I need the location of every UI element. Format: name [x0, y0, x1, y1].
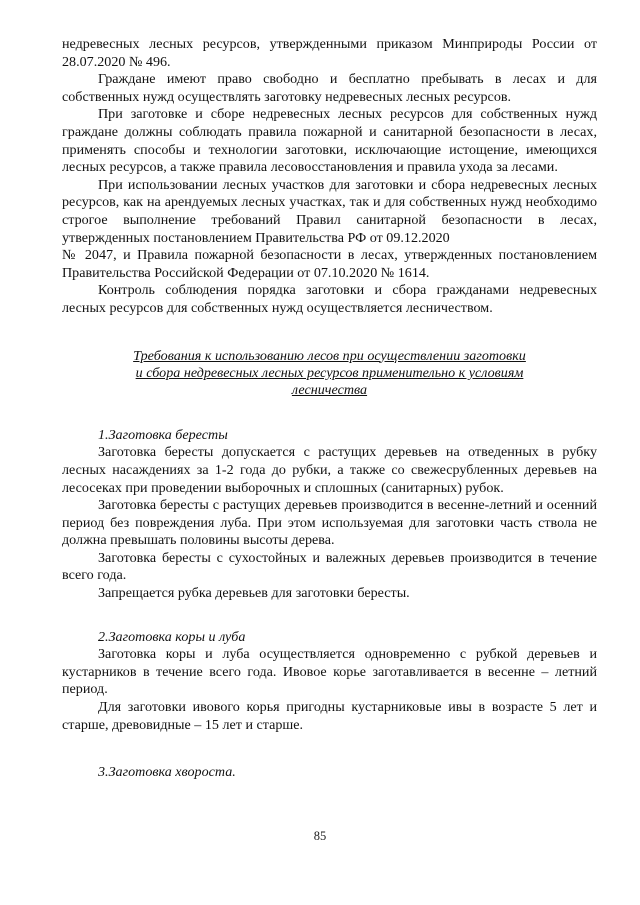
paragraph-intro-continuation: недревесных лесных ресурсов, утвержденными приказом Минприроды России от 28.07.2020 № 496.: [62, 36, 597, 70]
paragraph-harvest-rules: При заготовке и сборе недревесных лесных ресурсов для собственных нужд граждане должны соблюдать правила пожарной и санитарной безопасности в лесах, применять способы и технологии заготовки, исключающие истощение, имеющихся лесных ресурсов, а также правила лесовосстановления и правила ухода за лесами.: [62, 106, 597, 176]
paragraph-birch-bark-4: Запрещается рубка деревьев для заготовки бересты.: [98, 585, 410, 602]
paragraph-bark-bast-1: Заготовка коры и луба осуществляется одновременно с рубкой деревьев и кустарников в течение всего года. Ивовое корье заготавливается в весенне – летний период.: [62, 646, 597, 698]
paragraph-citizens-rights: Граждане имеют право свободно и бесплатно пребывать в лесах и для собственных нужд осуществлять заготовку недревесных лесных ресурсов.: [62, 71, 597, 105]
paragraph-control: Контроль соблюдения порядка заготовки и сбора гражданами недревесных лесных ресурсов для собственных нужд осуществляется лесничеством.: [62, 282, 597, 316]
section-heading-line-3: лесничества: [291, 382, 368, 399]
paragraph-fire-safety: № 2047, и Правила пожарной безопасности в лесах, утвержденных постановлением Правительства Российской Федерации от 07.10.2020 № 1614.: [62, 247, 597, 281]
paragraph-birch-bark-3: Заготовка бересты с сухостойных и валежных деревьев производится в течение всего года.: [62, 549, 597, 584]
paragraph-sanitary-requirements: При использовании лесных участков для заготовки и сбора недревесных лесных ресурсов, как на арендуемых лесных участках, так и для собственных нужд необходимо строгое выполнение требований Правил санитарной безопасности в лесах, утвержденных постановлением Правительства РФ от 09.12.2020: [62, 176, 597, 246]
paragraph-bark-bast-2: Для заготовки ивового корья пригодны кустарниковые ивы в возрасте 5 лет и старше, древовидные – 15 лет и старше.: [62, 699, 597, 733]
paragraph-birch-bark-2: Заготовка бересты с растущих деревьев производится в весенне-летний и осенний период без повреждения луба. При этом используемая для заготовки часть ствола не должна превышать половины высоты дерева.: [62, 497, 597, 549]
section-heading-line-2: и сбора недревесных лесных ресурсов применительно к условиям: [135, 364, 524, 381]
subsection-title-bark-bast: 2.Заготовка коры и луба: [98, 628, 246, 645]
section-heading-line-1: Требования к использованию лесов при осуществлении заготовки: [133, 347, 526, 364]
paragraph-birch-bark-1: Заготовка бересты допускается с растущих деревьев на отведенных в рубку лесных насаждениях за 1-2 года до рубки, а также со свежесрубленных деревьев на лесосеках при проведении выборочных и сплошных (санитарных) рубок.: [62, 444, 597, 496]
page-number: 85: [313, 829, 327, 843]
section-heading: [62, 348, 597, 400]
subsection-title-brushwood: 3.Заготовка хвороста.: [98, 764, 236, 781]
document-page: [62, 36, 597, 782]
subsection-title-birch-bark: 1.Заготовка бересты: [98, 426, 228, 443]
